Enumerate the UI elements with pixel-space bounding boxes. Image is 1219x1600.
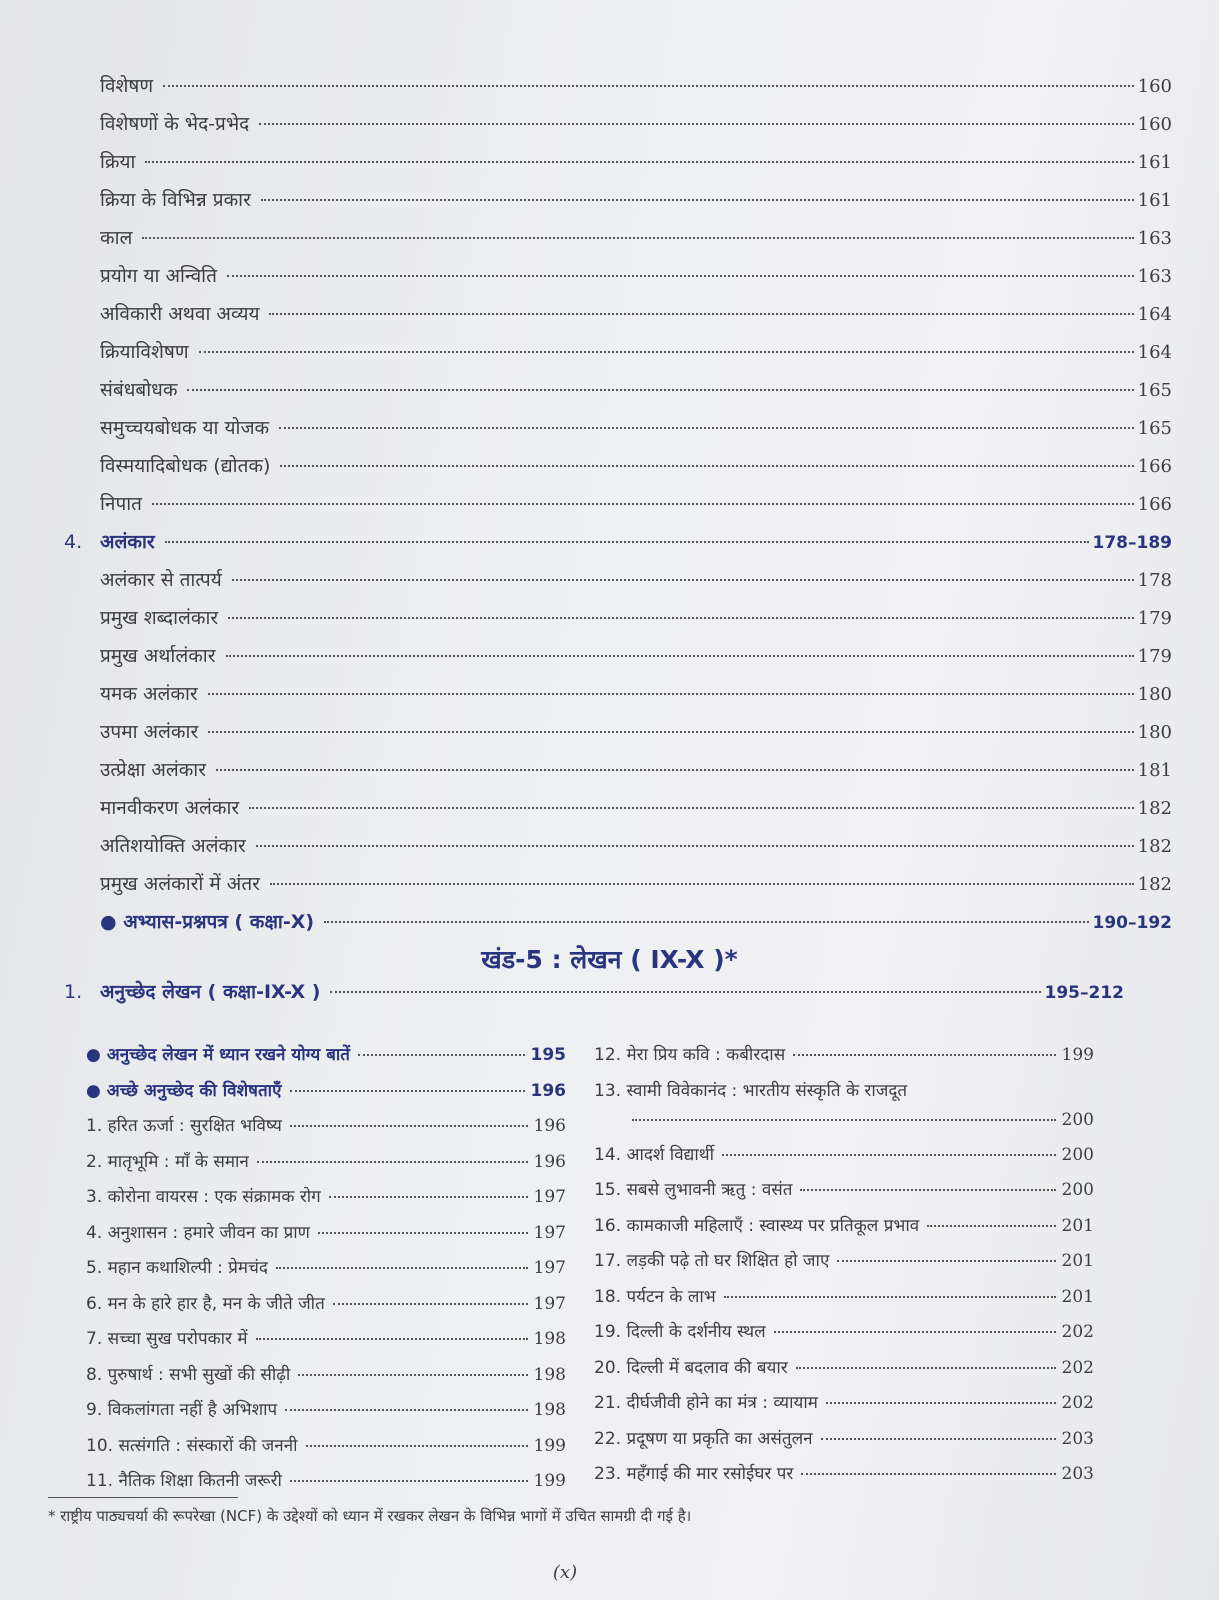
dot-leader xyxy=(722,1154,1056,1156)
toc-chapter-heading xyxy=(64,978,1124,1014)
dot-leader xyxy=(232,579,1134,581)
item-page: 201 xyxy=(1061,1286,1094,1307)
toc-upper-list xyxy=(64,72,1172,946)
item-page: 198 xyxy=(533,1329,566,1349)
item-label: 4. अनुशासन : हमारे जीवन का प्राण xyxy=(86,1222,310,1243)
list-item xyxy=(86,1078,566,1114)
item-page: 200 xyxy=(1061,1144,1094,1165)
list-item xyxy=(594,1426,1094,1462)
list-item xyxy=(86,1397,566,1433)
entry-label: प्रमुख शब्दालंकार xyxy=(100,607,219,629)
item-label: 7. सच्चा सुख परोपकार में xyxy=(86,1329,248,1349)
dot-leader xyxy=(228,617,1133,619)
list-item xyxy=(86,1468,566,1504)
chapter-page-range: 178–189 xyxy=(1092,533,1172,553)
chapter-number: 4. xyxy=(64,531,83,553)
item-page: 196 xyxy=(533,1151,566,1172)
dot-leader xyxy=(163,85,1134,87)
toc-entry xyxy=(64,490,1172,528)
dot-leader xyxy=(187,389,1133,391)
item-label: 8. पुरुषार्थ : सभी सुखों की सीढ़ी xyxy=(86,1364,291,1385)
entry-label: क्रियाविशेषण xyxy=(100,341,189,363)
entry-page: 161 xyxy=(1137,190,1172,211)
footnote: * राष्ट्रीय पाठ्यचर्या की रूपरेखा (NCF) के उद्देश्यों को ध्यान में रखकर लेखन के विभिन्न भागों में उचित सामग्री दी गई है। xyxy=(48,1507,692,1525)
list-item xyxy=(594,1248,1094,1284)
toc-entry xyxy=(64,224,1172,262)
list-item xyxy=(594,1142,1094,1178)
chapter-number: 1. xyxy=(64,981,83,1003)
entry-page: 165 xyxy=(1137,418,1172,439)
entry-label: ● अभ्यास-प्रश्नपत्र ( कक्षा-X) xyxy=(100,911,315,933)
toc-entry xyxy=(64,338,1172,376)
item-page: 198 xyxy=(533,1364,566,1385)
item-page: 197 xyxy=(533,1293,566,1314)
list-item xyxy=(86,1362,566,1398)
dot-leader xyxy=(333,1303,528,1305)
toc-entry xyxy=(64,110,1172,148)
dot-leader xyxy=(358,1054,524,1056)
entry-label: क्रिया के विभिन्न प्रकार xyxy=(100,189,251,211)
list-item xyxy=(86,1433,566,1469)
chapter-title: अलंकार xyxy=(100,531,155,553)
dot-leader xyxy=(796,1367,1056,1369)
item-label: 23. महँगाई की मार रसोईघर पर xyxy=(594,1464,794,1484)
entry-page: 178 xyxy=(1137,570,1172,591)
item-page: 199 xyxy=(533,1471,566,1491)
entry-label: अतिशयोक्ति अलंकार xyxy=(100,835,246,857)
toc-entry xyxy=(64,794,1172,832)
item-page: 196 xyxy=(533,1116,566,1136)
entry-label: संबंधबोधक xyxy=(100,379,178,401)
toc-entry xyxy=(64,680,1172,718)
dot-leader xyxy=(261,199,1134,201)
toc-entry xyxy=(64,832,1172,870)
item-label: 9. विकलांगता नहीं है अभिशाप xyxy=(86,1400,278,1420)
item-page: 196 xyxy=(530,1080,566,1101)
item-page: 197 xyxy=(533,1187,566,1207)
entry-label: अविकारी अथवा अव्यय xyxy=(100,303,260,325)
entry-label: प्रयोग या अन्विति xyxy=(100,265,217,287)
dot-leader xyxy=(216,769,1134,771)
item-page: 201 xyxy=(1061,1251,1094,1271)
entry-page: 164 xyxy=(1137,304,1172,325)
entry-label: क्रिया xyxy=(100,151,136,173)
toc-entry xyxy=(64,870,1172,908)
item-label: 13. स्वामी विवेकानंद : भारतीय संस्कृति के राजदूत xyxy=(594,1080,908,1101)
item-page: 202 xyxy=(1061,1393,1094,1413)
dot-leader xyxy=(227,275,1134,277)
list-item xyxy=(86,1326,566,1362)
entry-page: 181 xyxy=(1137,760,1172,781)
entry-page: 180 xyxy=(1137,722,1172,743)
dot-leader xyxy=(256,1338,528,1340)
list-item xyxy=(594,1319,1094,1355)
entry-page: 182 xyxy=(1137,874,1172,895)
item-label: 22. प्रदूषण या प्रकृति का असंतुलन xyxy=(594,1428,813,1449)
dot-leader xyxy=(632,1119,1056,1121)
chapter-page-range: 195–212 xyxy=(1044,983,1124,1003)
item-label: 20. दिल्ली में बदलाव की बयार xyxy=(594,1357,788,1378)
entry-page-range: 190–192 xyxy=(1092,913,1172,933)
entry-label: विशेषण xyxy=(100,75,154,97)
dot-leader xyxy=(329,1196,528,1198)
dot-leader xyxy=(927,1225,1055,1227)
dot-leader xyxy=(290,1090,525,1092)
list-item xyxy=(86,1220,566,1256)
dot-leader xyxy=(290,1125,528,1127)
entry-label: उत्प्रेक्षा अलंकार xyxy=(100,759,206,781)
toc-entry xyxy=(64,756,1172,794)
dot-leader xyxy=(826,1402,1056,1404)
dot-leader xyxy=(801,1473,1055,1475)
item-label: ● अनुच्छेद लेखन में ध्यान रखने योग्य बातें xyxy=(86,1045,351,1065)
entry-label: विशेषणों के भेद-प्रभेद xyxy=(100,113,250,135)
item-label: 10. सत्संगति : संस्कारों की जननी xyxy=(86,1435,298,1456)
toc-entry xyxy=(64,414,1172,452)
toc-entry xyxy=(64,718,1172,756)
list-item xyxy=(86,1113,566,1149)
item-label: 21. दीर्घजीवी होने का मंत्र : व्यायाम xyxy=(594,1393,818,1413)
toc-entry xyxy=(64,72,1172,110)
entry-page: 163 xyxy=(1137,266,1172,287)
dot-leader xyxy=(285,1409,527,1411)
list-item xyxy=(594,1078,1094,1142)
list-item xyxy=(86,1042,566,1078)
entry-label: निपात xyxy=(100,493,143,515)
item-page: 200 xyxy=(1061,1109,1094,1130)
entry-page: 163 xyxy=(1137,228,1172,249)
item-page: 202 xyxy=(1061,1357,1094,1378)
section-title: खंड-5 : लेखन ( IX-X )* xyxy=(481,945,738,974)
item-label: 3. कोरोना वायरस : एक संक्रामक रोग xyxy=(86,1187,321,1207)
toc-entry xyxy=(64,376,1172,414)
toc-entry xyxy=(64,604,1172,642)
entry-page: 166 xyxy=(1137,494,1172,515)
entry-page: 160 xyxy=(1137,114,1172,135)
dot-leader xyxy=(324,921,1088,923)
dot-leader xyxy=(208,693,1134,695)
dot-leader xyxy=(298,1374,527,1376)
entry-label: प्रमुख अलंकारों में अंतर xyxy=(100,873,260,895)
entry-label: विस्मयादिबोधक (द्योतक) xyxy=(100,455,271,477)
list-item xyxy=(594,1355,1094,1391)
item-label: 19. दिल्ली के दर्शनीय स्थल xyxy=(594,1322,766,1342)
item-page: 199 xyxy=(1061,1045,1094,1065)
item-page: 200 xyxy=(1061,1180,1094,1200)
item-page: 197 xyxy=(533,1258,566,1278)
item-page: 203 xyxy=(1061,1464,1094,1484)
dot-leader xyxy=(318,1232,528,1234)
section-chapter-heading xyxy=(64,978,1124,1014)
dot-leader xyxy=(145,161,1133,163)
list-item xyxy=(594,1177,1094,1213)
item-page: 198 xyxy=(533,1400,566,1420)
dot-leader xyxy=(269,313,1133,315)
dot-leader xyxy=(256,845,1134,847)
list-item xyxy=(594,1461,1094,1497)
toc-entry xyxy=(64,148,1172,186)
list-item xyxy=(86,1184,566,1220)
toc-entry xyxy=(64,566,1172,604)
entry-label: यमक अलंकार xyxy=(100,683,198,705)
entry-label: उपमा अलंकार xyxy=(100,721,199,743)
dot-leader xyxy=(249,807,1134,809)
dot-leader xyxy=(306,1445,528,1447)
dot-leader xyxy=(837,1260,1055,1262)
entry-page: 166 xyxy=(1137,456,1172,477)
item-page: 201 xyxy=(1061,1215,1094,1236)
list-item xyxy=(86,1255,566,1291)
entry-label: अलंकार से तात्पर्य xyxy=(100,569,222,591)
toc-entry xyxy=(64,452,1172,490)
item-page: 195 xyxy=(530,1045,566,1065)
entry-page: 165 xyxy=(1137,380,1172,401)
item-label: 1. हरित ऊर्जा : सुरक्षित भविष्य xyxy=(86,1116,282,1136)
list-item xyxy=(594,1042,1094,1078)
dot-leader xyxy=(226,655,1134,657)
item-label: 18. पर्यटन के लाभ xyxy=(594,1286,716,1307)
item-page: 199 xyxy=(533,1435,566,1456)
entry-page: 182 xyxy=(1137,836,1172,857)
chapter-title: अनुच्छेद लेखन ( कक्षा-IX-X ) xyxy=(100,981,321,1003)
dot-leader xyxy=(290,1480,528,1482)
item-page: 202 xyxy=(1061,1322,1094,1342)
entry-page: 160 xyxy=(1137,76,1172,97)
dot-leader xyxy=(142,237,1133,239)
item-label: 11. नैतिक शिक्षा कितनी जरूरी xyxy=(86,1471,282,1491)
toc-entry xyxy=(64,262,1172,300)
item-label: 2. मातृभूमि : माँ के समान xyxy=(86,1151,249,1172)
toc-left-column xyxy=(86,1042,566,1504)
dot-leader xyxy=(165,541,1089,543)
item-page: 203 xyxy=(1061,1428,1094,1449)
item-label: 16. कामकाजी महिलाएँ : स्वास्थ्य पर प्रतिकूल प्रभाव xyxy=(594,1215,920,1236)
toc-entry xyxy=(64,186,1172,224)
entry-page: 179 xyxy=(1137,608,1172,629)
toc-right-column xyxy=(594,1042,1094,1497)
dot-leader xyxy=(270,883,1134,885)
item-label: 15. सबसे लुभावनी ऋतु : वसंत xyxy=(594,1180,793,1200)
dot-leader xyxy=(800,1189,1055,1191)
entry-page: 179 xyxy=(1137,646,1172,667)
dot-leader xyxy=(208,731,1133,733)
list-item xyxy=(594,1284,1094,1320)
entry-page: 161 xyxy=(1137,152,1172,173)
dot-leader xyxy=(821,1438,1056,1440)
list-item xyxy=(594,1390,1094,1426)
entry-label: मानवीकरण अलंकार xyxy=(100,797,240,819)
item-label: 14. आदर्श विद्यार्थी xyxy=(594,1144,715,1165)
entry-label: काल xyxy=(100,227,133,249)
page-folio: (x) xyxy=(552,1562,578,1583)
toc-entry xyxy=(64,642,1172,680)
toc-entry xyxy=(64,300,1172,338)
dot-leader xyxy=(276,1267,528,1269)
entry-page: 182 xyxy=(1137,798,1172,819)
item-label: ● अच्छे अनुच्छेद की विशेषताएँ xyxy=(86,1080,282,1101)
list-item xyxy=(594,1213,1094,1249)
footnote-divider xyxy=(48,1497,238,1498)
dot-leader xyxy=(774,1331,1056,1333)
entry-page: 164 xyxy=(1137,342,1172,363)
dot-leader xyxy=(724,1296,1056,1298)
list-item xyxy=(86,1291,566,1327)
dot-leader xyxy=(259,123,1133,125)
toc-chapter-heading xyxy=(64,528,1172,566)
item-label: 6. मन के हारे हार है, मन के जीते जीत xyxy=(86,1293,325,1314)
entry-label: प्रमुख अर्थालंकार xyxy=(100,645,216,667)
list-item xyxy=(86,1149,566,1185)
dot-leader xyxy=(279,427,1133,429)
dot-leader xyxy=(152,503,1134,505)
entry-label: समुच्चयबोधक या योजक xyxy=(100,417,270,439)
dot-leader xyxy=(330,991,1040,993)
item-label: 5. महान कथाशिल्पी : प्रेमचंद xyxy=(86,1258,268,1278)
dot-leader xyxy=(793,1054,1055,1056)
dot-leader xyxy=(199,351,1134,353)
dot-leader xyxy=(257,1161,528,1163)
toc-practice-paper xyxy=(64,908,1172,946)
dot-leader xyxy=(280,465,1133,467)
entry-page: 180 xyxy=(1137,684,1172,705)
item-page: 197 xyxy=(533,1222,566,1243)
item-label: 17. लड़की पढ़े तो घर शिक्षित हो जाए xyxy=(594,1251,830,1271)
item-label: 12. मेरा प्रिय कवि : कबीरदास xyxy=(594,1045,786,1065)
